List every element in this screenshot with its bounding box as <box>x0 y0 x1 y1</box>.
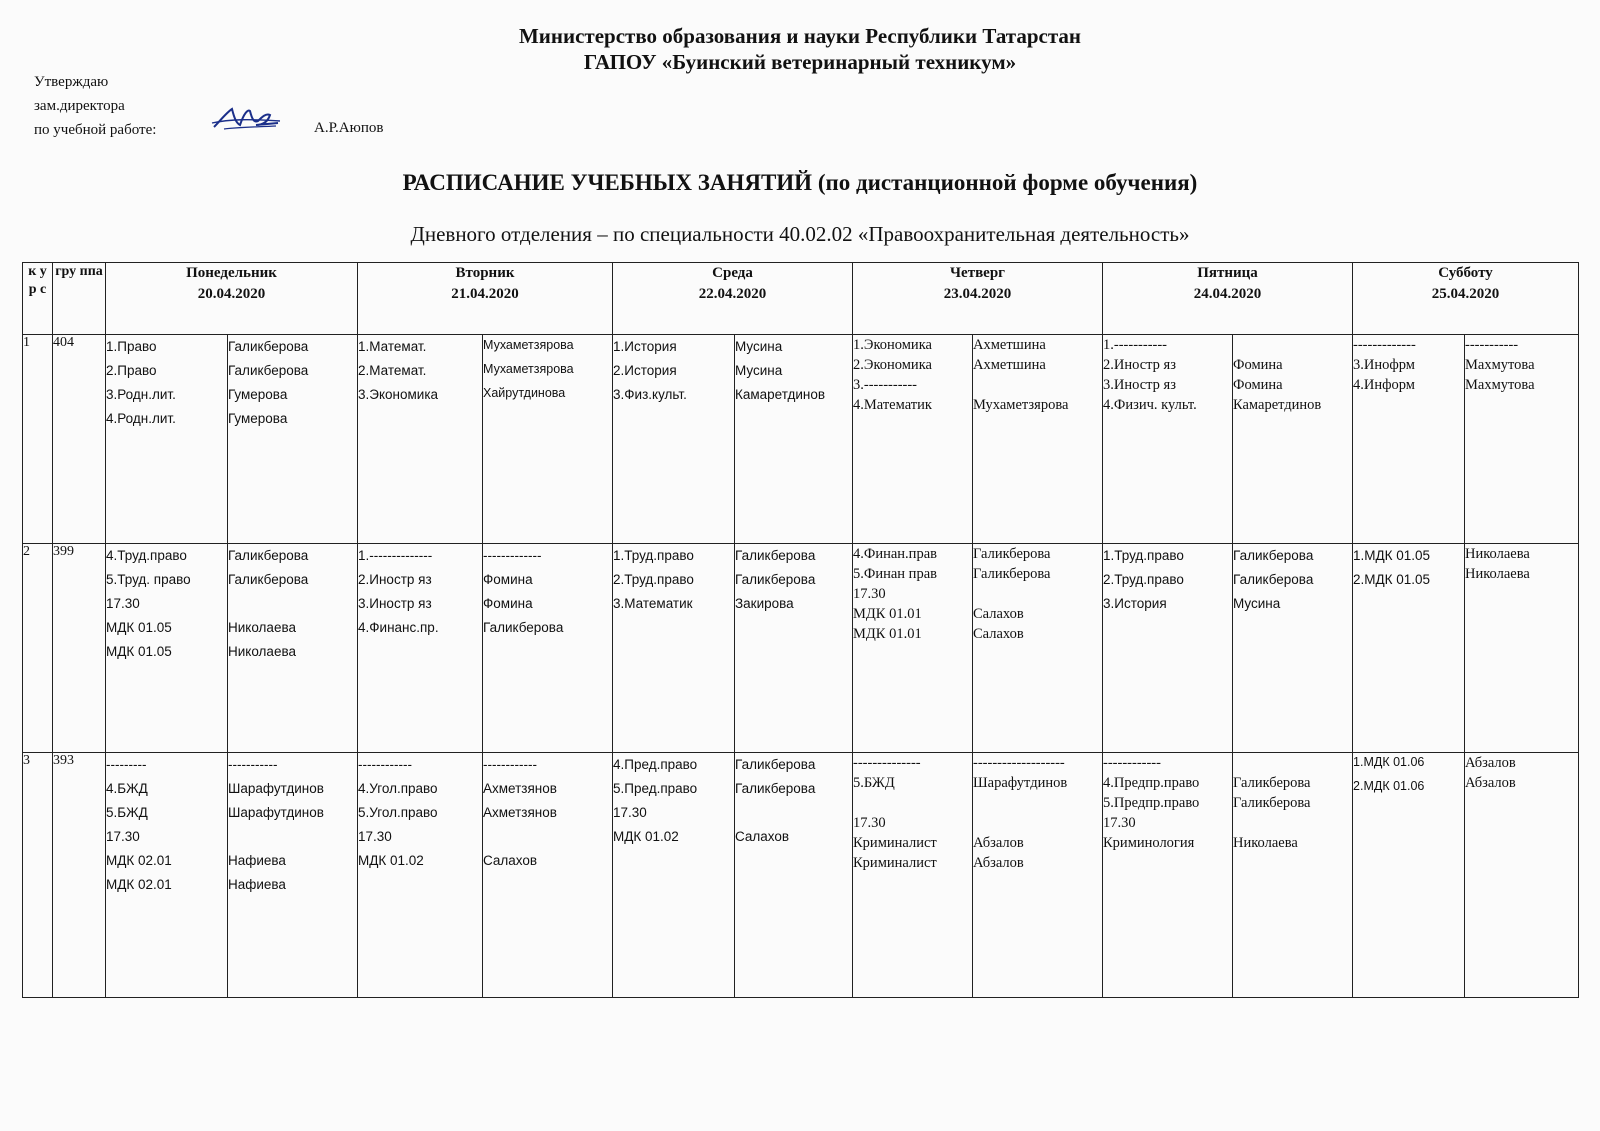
subjects-cell <box>613 544 735 753</box>
subjects-cell <box>106 753 228 998</box>
cell-line: 1.История <box>613 339 677 354</box>
teachers-cell <box>1233 335 1353 544</box>
day-date: 22.04.2020 <box>698 286 767 302</box>
cell-line: Абзалов <box>973 835 1024 852</box>
teachers-cell <box>735 544 853 753</box>
subjects-cell <box>1103 335 1233 544</box>
teachers-cell <box>1233 544 1353 753</box>
cell-line: МДК 01.02 <box>613 829 679 845</box>
table-row <box>23 335 1579 544</box>
day-header-wednesday <box>613 263 853 335</box>
cell-line: Хайрутдинова <box>483 386 566 400</box>
group-cell: 399 <box>53 544 106 753</box>
cell-line: ------------ <box>1103 755 1161 772</box>
day-name: Среда <box>712 265 753 281</box>
cell-line: 1.МДК 01.05 <box>1353 548 1431 564</box>
cell-line: Галикберова <box>1233 775 1311 792</box>
cell-line: Нафиева <box>228 877 286 893</box>
cell-line: Николаева <box>228 620 296 636</box>
cell-line: Криминалист <box>853 835 937 852</box>
cell-line: Криминалист <box>853 855 937 872</box>
subjects-cell <box>358 753 483 998</box>
cell-line <box>483 825 612 849</box>
cell-line: ------------ <box>358 757 412 773</box>
cell-line: Махмутова <box>1465 377 1535 393</box>
cell-line: 4.Физич. культ. <box>1103 397 1197 413</box>
subjects-cell <box>853 544 973 753</box>
subjects-cell <box>1103 544 1233 753</box>
cell-line: Салахов <box>735 829 790 845</box>
cell-line: 4.Финанс.пр. <box>358 620 439 636</box>
cell-line: Криминология <box>1103 835 1195 852</box>
cell-line: 17.30 <box>853 815 886 832</box>
teachers-cell <box>228 335 358 544</box>
subjects-cell <box>613 335 735 544</box>
page-subtitle: Дневного отделения – по специальности 40.02.02 «Правоохранительная деятельность» <box>410 222 1190 246</box>
subjects-cell <box>1353 544 1465 753</box>
cell-line: Николаева <box>1465 546 1530 563</box>
cell-line: Галикберова <box>1233 572 1314 588</box>
course-cell: 1 <box>23 335 53 544</box>
day-name: Понедельник <box>186 265 277 281</box>
day-header-tuesday <box>358 263 613 335</box>
teachers-cell <box>483 335 613 544</box>
cell-line: 1.МДК 01.06 <box>1353 755 1425 770</box>
cell-line: Камаретдинов <box>735 387 826 402</box>
cell-line: 17.30 <box>106 596 140 612</box>
cell-line: Мусина <box>735 339 783 354</box>
day-date: 24.04.2020 <box>1193 286 1262 302</box>
cell-line: Галикберова <box>228 363 309 378</box>
cell-line: 1.Право <box>106 339 157 354</box>
cell-line: Мухаметзярова <box>483 338 574 352</box>
subjects-cell <box>853 335 973 544</box>
cell-line: 4.Родн.лит. <box>106 411 176 426</box>
cell-line: МДК 01.05 <box>106 620 172 636</box>
subjects-cell <box>106 335 228 544</box>
day-name: Субботу <box>1438 265 1493 281</box>
course-cell: 2 <box>23 544 53 753</box>
cell-line: Николаева <box>228 644 296 660</box>
cell-line: Галикберова <box>1233 548 1314 564</box>
cell-line: 2.Право <box>106 363 157 378</box>
cell-line: 2.Труд.право <box>1103 572 1184 588</box>
cell-line: Шарафутдинов <box>973 775 1068 792</box>
cell-line: МДК 01.01 <box>853 606 922 623</box>
cell-line: Ахметшина <box>973 337 1046 353</box>
cell-line: 5.БЖД <box>853 775 895 792</box>
cell-line: Николаева <box>1465 566 1530 583</box>
cell-line: Галикберова <box>228 572 309 588</box>
cell-line: Фомина <box>483 572 533 588</box>
cell-line: Галикберова <box>1233 795 1311 812</box>
cell-line: 2.История <box>613 363 677 378</box>
subjects-cell <box>358 544 483 753</box>
cell-line: 2.Экономика <box>853 357 932 373</box>
cell-line: 3.История <box>1103 596 1167 612</box>
cell-line: Салахов <box>483 853 538 869</box>
cell-line: Гумерова <box>228 411 288 426</box>
day-date: 23.04.2020 <box>943 286 1012 302</box>
cell-line <box>973 813 1102 833</box>
approval-line: по учебной работе: <box>34 122 157 138</box>
cell-line: Гумерова <box>228 387 288 402</box>
cell-line: Салахов <box>973 606 1024 623</box>
cell-line: ------------- <box>483 548 542 564</box>
day-date: 20.04.2020 <box>197 286 266 302</box>
cell-line: 4.Информ <box>1353 377 1415 393</box>
cell-line: Галикберова <box>735 781 816 797</box>
teachers-cell <box>973 544 1103 753</box>
cell-line: 1.Труд.право <box>613 548 694 564</box>
cell-line: ------------ <box>483 757 537 773</box>
cell-line: 2.МДК 01.05 <box>1353 572 1431 588</box>
cell-line: ----------- <box>1465 337 1519 353</box>
cell-line: 5.Предпр.право <box>1103 795 1200 812</box>
cell-line: Галикберова <box>228 548 309 564</box>
teachers-cell <box>483 753 613 998</box>
cell-line: Абзалов <box>973 855 1024 872</box>
cell-line <box>228 592 357 616</box>
cell-line: ------------------- <box>973 755 1065 772</box>
cell-line: Галикберова <box>973 566 1051 583</box>
cell-line: МДК 01.01 <box>853 626 922 643</box>
subjects-cell <box>1103 753 1233 998</box>
teachers-cell <box>228 544 358 753</box>
cell-line: -------------- <box>853 755 921 772</box>
cell-line: 17.30 <box>358 829 392 845</box>
page-title: РАСПИСАНИЕ УЧЕБНЫХ ЗАНЯТИЙ (по дистанционной форме обучения) <box>402 170 1198 195</box>
cell-line: 5.Угол.право <box>358 805 438 821</box>
cell-line: 4.Предпр.право <box>1103 775 1200 792</box>
day-header-friday <box>1103 263 1353 335</box>
group-cell: 404 <box>53 335 106 544</box>
group-header: гру ппа <box>53 263 106 335</box>
group-cell: 393 <box>53 753 106 998</box>
day-date: 21.04.2020 <box>451 286 519 302</box>
cell-line: 1.Труд.право <box>1103 548 1184 564</box>
teachers-cell <box>1233 753 1353 998</box>
cell-line: Ахметшина <box>973 357 1046 373</box>
cell-line: 2.Труд.право <box>613 572 694 588</box>
cell-line: 1.----------- <box>1103 337 1168 353</box>
header-row <box>23 263 1579 335</box>
cell-line: Закирова <box>735 596 794 612</box>
approval-line: Утверждаю <box>34 74 109 90</box>
cell-line: 4.БЖД <box>106 781 148 797</box>
day-header-monday <box>106 263 358 335</box>
cell-line: Галикберова <box>973 546 1051 563</box>
subjects-cell <box>358 335 483 544</box>
cell-line <box>973 584 1102 604</box>
cell-line: 4.Математик <box>853 397 932 413</box>
cell-line: 3.Математик <box>613 596 693 612</box>
subjects-cell <box>106 544 228 753</box>
cell-line: Мусина <box>1233 596 1281 612</box>
ministry-heading: Министерство образования и науки Республики Татарстан <box>518 24 1082 48</box>
cell-line: Ахметзянов <box>483 805 557 821</box>
cell-line: Фомина <box>1233 357 1283 373</box>
day-header-saturday <box>1353 263 1579 335</box>
day-date: 25.04.2020 <box>1431 286 1500 302</box>
cell-line: 2.Математ. <box>358 363 427 378</box>
cell-line: 2.Иностр яз <box>1103 357 1176 373</box>
cell-line <box>228 825 357 849</box>
cell-line: 3.Иностр яз <box>358 596 432 612</box>
cell-line: Махмутова <box>1465 357 1535 373</box>
subjects-cell <box>1353 753 1465 998</box>
teachers-cell <box>973 335 1103 544</box>
cell-line: 3.Физ.культ. <box>613 387 687 402</box>
cell-line: 3.Родн.лит. <box>106 387 176 402</box>
cell-line <box>853 793 972 813</box>
cell-line: Мухаметзярова <box>973 397 1069 413</box>
cell-line: Галикберова <box>228 339 309 354</box>
teachers-cell <box>735 335 853 544</box>
cell-line: Галикберова <box>483 620 564 636</box>
cell-line: Ахметзянов <box>483 781 557 797</box>
cell-line <box>1233 753 1352 773</box>
cell-line: 5.БЖД <box>106 805 148 821</box>
approval-block <box>34 70 156 142</box>
cell-line: 4.Угол.право <box>358 781 438 797</box>
cell-line: МДК 01.05 <box>106 644 172 660</box>
cell-line: Абзалов <box>1465 775 1516 792</box>
cell-line: 4.Пред.право <box>613 757 698 773</box>
cell-line: 5.Финан прав <box>853 566 937 583</box>
teachers-cell <box>1465 753 1579 998</box>
cell-line: 4.Финан.прав <box>853 546 937 563</box>
cell-line: МДК 02.01 <box>106 877 172 893</box>
cell-line: 17.30 <box>1103 815 1136 832</box>
cell-line: 3.Инофрм <box>1353 357 1415 373</box>
cell-line: 2.МДК 01.06 <box>1353 779 1425 794</box>
cell-line <box>1233 335 1352 355</box>
signature-icon <box>210 103 282 133</box>
cell-line <box>1233 813 1352 833</box>
cell-line: 5.Труд. право <box>106 572 191 588</box>
teachers-cell <box>228 753 358 998</box>
teachers-cell <box>1465 335 1579 544</box>
cell-line: Николаева <box>1233 835 1298 852</box>
cell-line: --------- <box>106 757 147 773</box>
cell-line: 17.30 <box>613 805 647 821</box>
day-name: Четверг <box>950 265 1005 281</box>
cell-line: Фомина <box>483 596 533 612</box>
teachers-cell <box>1465 544 1579 753</box>
schedule-table <box>22 262 1579 998</box>
table-row <box>23 544 1579 753</box>
cell-line: Шарафутдинов <box>228 805 324 821</box>
approver-name: А.Р.Аюпов <box>314 120 384 136</box>
cell-line: Камаретдинов <box>1233 397 1322 413</box>
institution-heading: ГАПОУ «Буинский ветеринарный техникум» <box>583 50 1017 74</box>
cell-line: 3.----------- <box>853 377 918 393</box>
teachers-cell <box>483 544 613 753</box>
cell-line: 17.30 <box>853 586 886 603</box>
cell-line: Мусина <box>735 363 783 378</box>
cell-line: 3.Иностр яз <box>1103 377 1176 393</box>
cell-line: 17.30 <box>106 829 140 845</box>
cell-line: 4.Труд.право <box>106 548 187 564</box>
cell-line: Абзалов <box>1465 755 1516 772</box>
cell-line <box>973 793 1102 813</box>
day-name: Пятница <box>1197 265 1258 281</box>
cell-line: 2.Иностр яз <box>358 572 432 588</box>
course-header: к у р с <box>23 263 53 335</box>
cell-line: Галикберова <box>735 572 816 588</box>
cell-line: ------------- <box>1353 337 1416 353</box>
day-name: Вторник <box>455 265 515 281</box>
cell-line: 1.-------------- <box>358 548 433 564</box>
cell-line <box>973 375 1102 395</box>
cell-line: 1.Математ. <box>358 339 427 354</box>
approval-line: зам.директора <box>34 98 125 114</box>
cell-line: Шарафутдинов <box>228 781 324 797</box>
cell-line: Мухаметзярова <box>483 362 574 376</box>
subjects-cell <box>853 753 973 998</box>
table-row <box>23 753 1579 998</box>
cell-line: МДК 02.01 <box>106 853 172 869</box>
cell-line: 5.Пред.право <box>613 781 698 797</box>
day-header-thursday <box>853 263 1103 335</box>
cell-line: Нафиева <box>228 853 286 869</box>
cell-line: Салахов <box>973 626 1024 643</box>
teachers-cell <box>973 753 1103 998</box>
cell-line: 3.Экономика <box>358 387 439 402</box>
cell-line <box>735 801 852 825</box>
cell-line: Галикберова <box>735 757 816 773</box>
subjects-cell <box>1353 335 1465 544</box>
course-cell: 3 <box>23 753 53 998</box>
cell-line: Галикберова <box>735 548 816 564</box>
teachers-cell <box>735 753 853 998</box>
cell-line: 1.Экономика <box>853 337 932 353</box>
subjects-cell <box>613 753 735 998</box>
cell-line: Фомина <box>1233 377 1283 393</box>
cell-line: МДК 01.02 <box>358 853 424 869</box>
cell-line: ----------- <box>228 757 278 773</box>
